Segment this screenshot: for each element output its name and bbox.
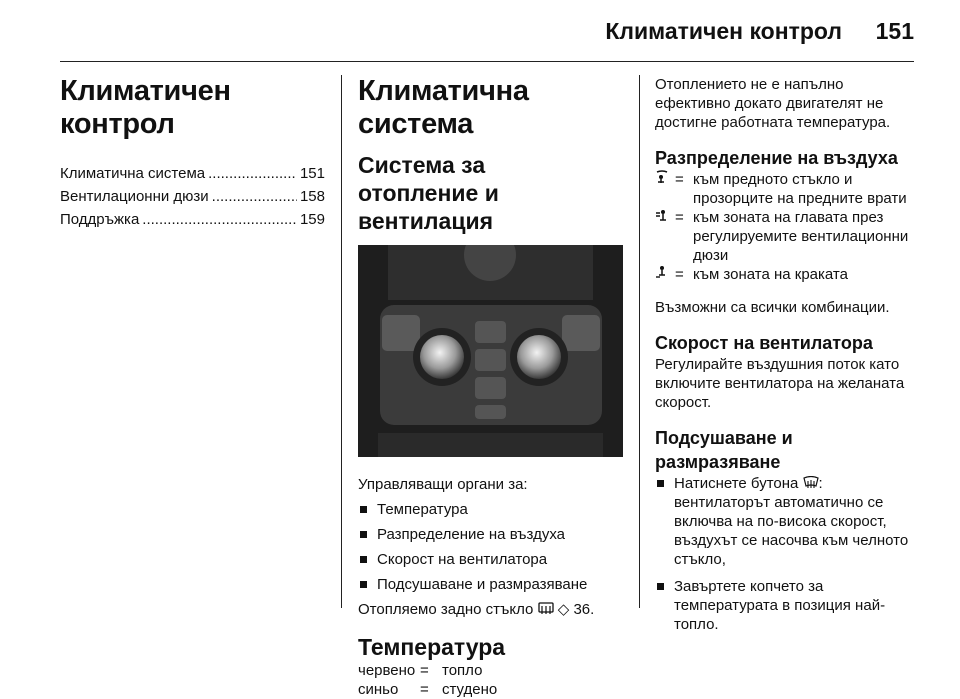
bullet-item: Натиснете бутона : вентилаторът автоматично се включва на по-висока скорост, въздухът се насочва към челното стъкло,: [655, 474, 920, 569]
combinations-note: Възможни са всички комбинации.: [655, 299, 890, 316]
windscreen-defrost-icon: [803, 476, 819, 489]
chapter-title: Климатичен контрол: [60, 75, 231, 140]
rear-window-line: Отопляемо задно стъкло ◇ 36.: [358, 601, 595, 618]
bullet-item: Скорост на вентилатора: [358, 550, 623, 569]
system-column: [358, 75, 623, 699]
rear-defrost-icon: [538, 602, 554, 615]
heating-note: Отоплението не е напълно ефективно докато двигателят не достигне работната температура.: [655, 76, 891, 131]
column-divider: [639, 75, 640, 608]
toc-column: [60, 75, 325, 231]
temperature-row: червено = топло: [358, 662, 483, 679]
subsection-title: Система за отопление и вентилация: [358, 152, 499, 234]
toc-list: [60, 162, 325, 231]
air-distribution-heading: Разпределение на въздуха: [655, 148, 898, 168]
defrost-heading: Подсушаване и размразяване: [655, 428, 793, 472]
fan-speed-text: Регулирайте въздушния поток като включите вентилатора на желаната скорост.: [655, 356, 905, 411]
toc-entry[interactable]: Климатична система ..... 151: [60, 162, 325, 185]
header-rule: [60, 61, 914, 62]
column-divider: [341, 75, 342, 608]
running-header-title: Климатичен контрол: [605, 18, 842, 44]
page-ref-icon: ◇: [557, 601, 570, 618]
air-distribution-table: [655, 170, 920, 284]
section-title: Климатична система: [358, 75, 529, 140]
temperature-table: [358, 661, 623, 699]
head-airflow-icon: [655, 208, 669, 222]
bullet-item: Завъртете копчето за температурата в позиция най-топло.: [655, 577, 920, 634]
distribution-row: = към зоната на краката: [655, 265, 920, 284]
temperature-heading: Температура: [358, 634, 506, 660]
controls-intro: Управляващи органи за:: [358, 476, 528, 493]
bullet-item: Разпределение на въздуха: [358, 525, 623, 544]
fan-speed-heading: Скорост на вентилатора: [655, 333, 873, 353]
distribution-row: = към предното стъкло и прозорците на предните врати: [655, 170, 920, 208]
control-panel-photo: [358, 245, 623, 457]
toc-entry[interactable]: Поддръжка ..... 159: [60, 208, 325, 231]
temperature-row: синьо = студено: [358, 681, 498, 698]
distribution-row: = към зоната на главата през регулируемите вентилационни дюзи: [655, 208, 920, 265]
details-column: [655, 75, 920, 634]
page-ref-link[interactable]: 36.: [573, 601, 595, 618]
bullet-item: Температура: [358, 500, 623, 519]
windscreen-airflow-icon: [655, 170, 669, 184]
foot-airflow-icon: [655, 265, 669, 279]
toc-entry[interactable]: Вентилационни дюзи ..... 158: [60, 185, 325, 208]
page-number: 151: [875, 18, 914, 44]
bullet-item: Подсушаване и размразяване: [358, 575, 623, 594]
